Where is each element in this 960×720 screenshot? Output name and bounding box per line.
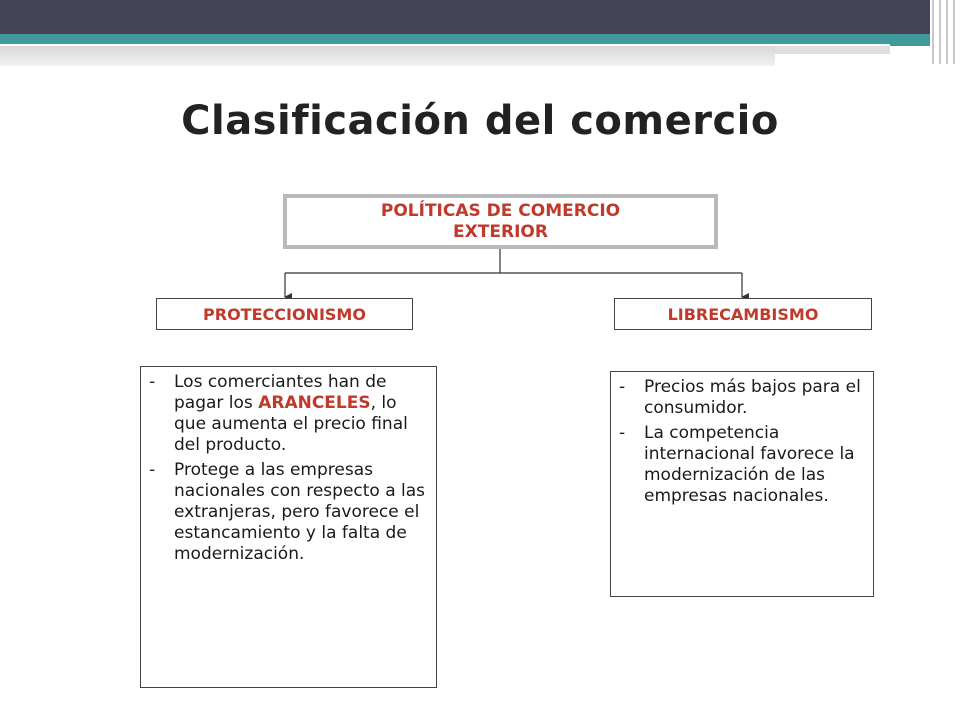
highlight-term: ARANCELES (258, 393, 371, 413)
root-node-line2: EXTERIOR (453, 221, 548, 242)
bullet-dash: - (619, 423, 626, 443)
list-item-text: La competencia internacional favorece la modernización de las empresas nacionales. (644, 423, 855, 506)
list-item (149, 460, 426, 565)
free-trade-label: LIBRECAMBISMO (667, 304, 819, 324)
list-item (619, 423, 863, 507)
bullet-dash: - (619, 377, 626, 397)
protectionism-node (156, 298, 413, 330)
text-after: , lo que aumenta el precio final del producto. (174, 393, 408, 455)
root-node-line1: POLÍTICAS DE COMERCIO (380, 200, 621, 221)
list-item-text: Precios más bajos para el consumidor. (644, 377, 861, 418)
free-trade-description (610, 371, 874, 597)
protectionism-description (140, 366, 437, 688)
list-item-text: Protege a las empresas nacionales con respecto a las extranjeras, pero favorece el estancamiento y la falta de modernización. (174, 460, 426, 564)
protectionism-label: PROTECCIONISMO (203, 304, 366, 324)
list-item (149, 372, 426, 456)
bullet-dash: - (149, 372, 156, 392)
root-node (283, 194, 718, 249)
slide-title: Clasificación del comercio (181, 98, 779, 144)
bullet-dash: - (149, 460, 156, 480)
free-trade-node (614, 298, 872, 330)
text-before: Los comerciantes han de pagar los (174, 372, 387, 413)
list-item (619, 377, 863, 419)
list-item-text (174, 372, 426, 456)
